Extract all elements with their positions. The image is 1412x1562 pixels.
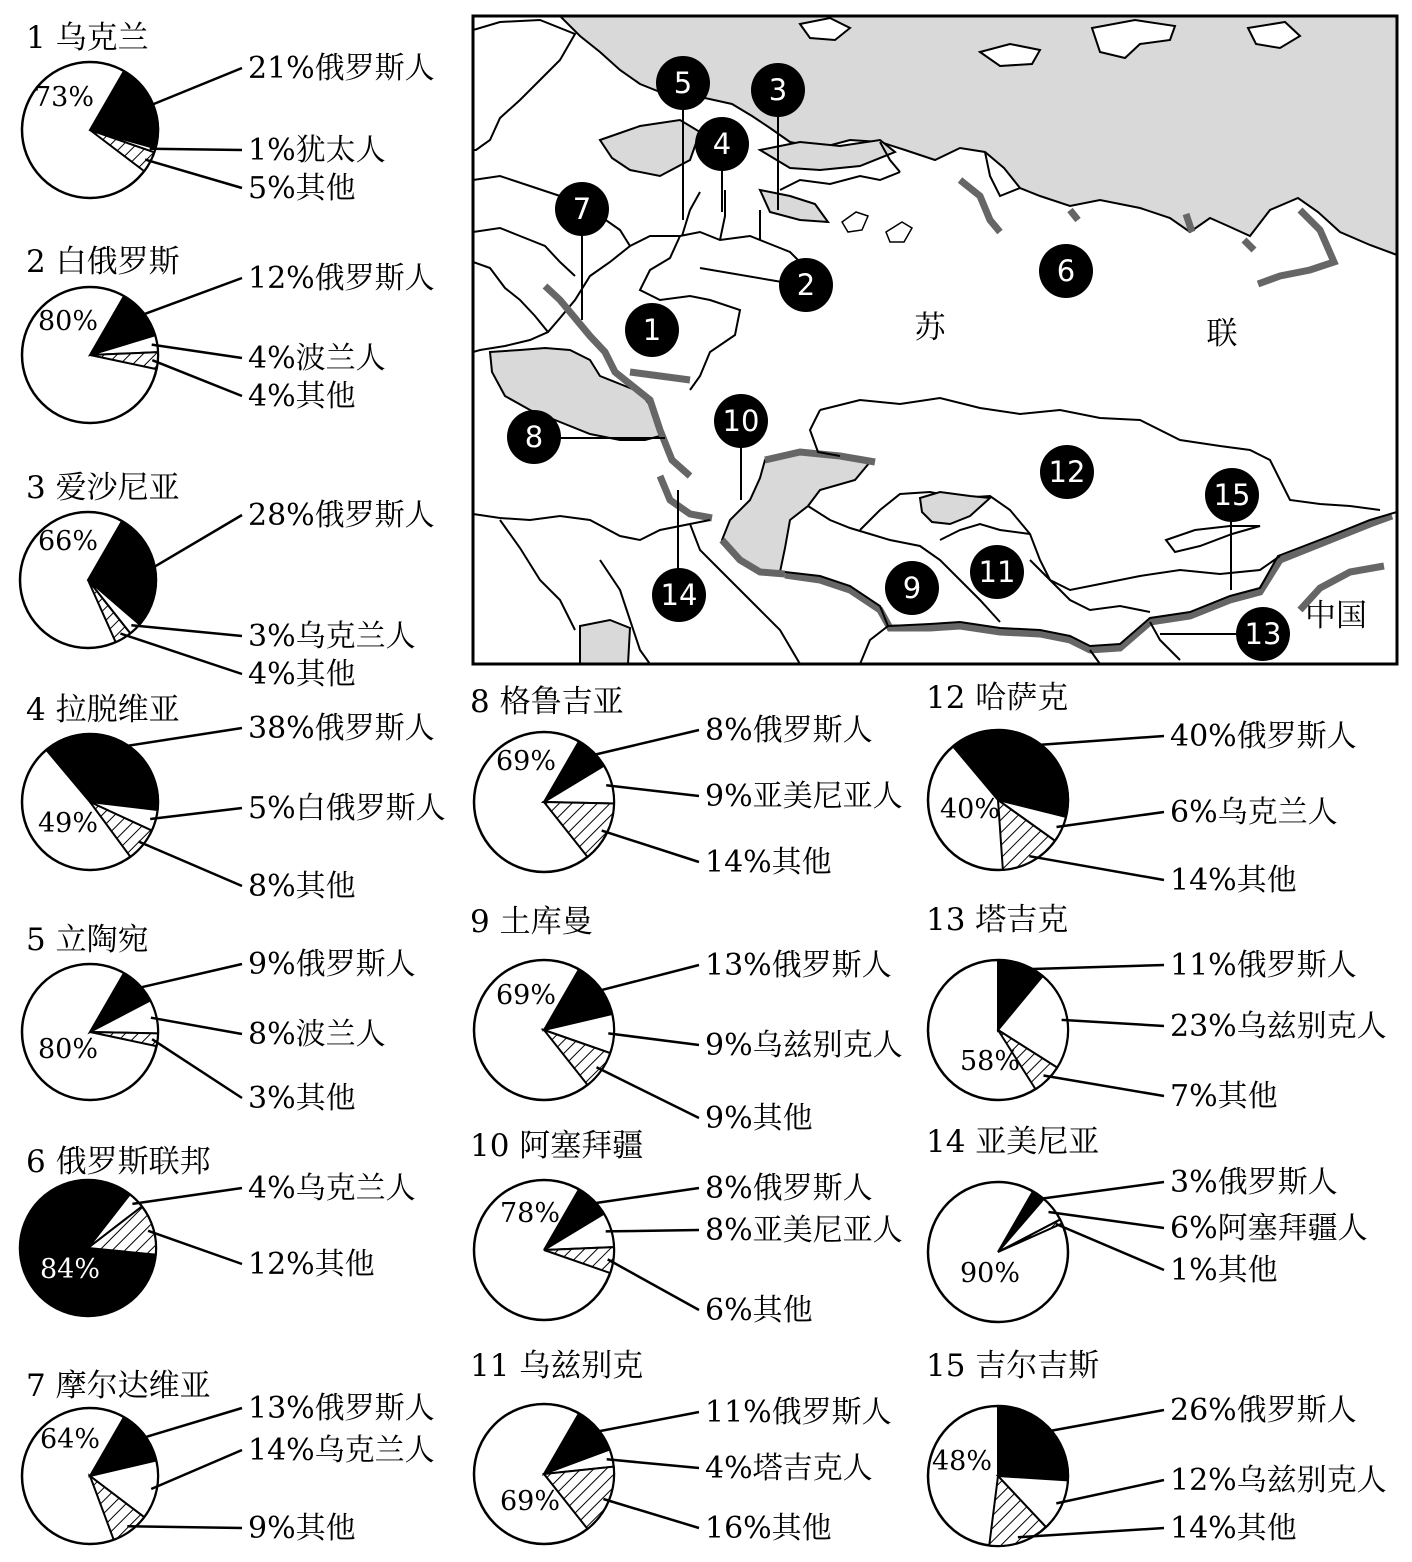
- pie-leader-line: [131, 625, 242, 636]
- pie-leader-line: [1044, 1076, 1165, 1097]
- map-marker-3: [751, 63, 805, 117]
- pie-slice-label: 8%其他: [248, 869, 356, 904]
- map-label-china: 中国: [1305, 598, 1367, 634]
- pie-leader-line: [596, 965, 699, 992]
- pie-leader-line: [152, 345, 242, 358]
- pie-slice-label: 11%俄罗斯人: [705, 1395, 892, 1430]
- svg-text:3: 3: [768, 73, 788, 107]
- pie-chart-7: [22, 1368, 435, 1546]
- pie-leader-line: [132, 1188, 242, 1204]
- pie-leader-line: [127, 1526, 242, 1528]
- pie-leader-line: [1045, 1410, 1164, 1432]
- pie-slice-label: 11%俄罗斯人: [1170, 948, 1357, 983]
- map-marker-10: [714, 394, 768, 448]
- map-label-lian: 联: [1206, 316, 1238, 352]
- pie-leader-line: [151, 1450, 242, 1489]
- pie-slice-label: 8%俄罗斯人: [705, 713, 873, 748]
- map-marker-11: [970, 545, 1024, 599]
- pie-title: 11 乌兹别克: [470, 1348, 644, 1384]
- pie-majority-label: 80%: [37, 1034, 99, 1065]
- pie-leader-line: [150, 149, 242, 150]
- pie-chart-1: [22, 20, 435, 206]
- pie-leader-line: [1062, 1020, 1164, 1026]
- pie-majority-label: 58%: [959, 1046, 1021, 1077]
- pie-slice-label: 5%其他: [248, 171, 356, 206]
- pie-slice-label: 12%其他: [248, 1247, 375, 1282]
- pie-majority-label: 69%: [499, 1486, 561, 1517]
- pie-chart-8: [470, 684, 903, 880]
- pie-slice-label: 9%亚美尼亚人: [705, 779, 903, 814]
- map-label-su: 苏: [914, 310, 946, 346]
- pie-leader-line: [607, 1459, 699, 1468]
- pie-chart-6: [20, 1144, 416, 1316]
- pie-majority-label: 78%: [499, 1198, 561, 1229]
- pie-leader-line: [152, 360, 242, 396]
- svg-text:13: 13: [1244, 617, 1282, 651]
- map-marker-6: [1039, 244, 1093, 298]
- pie-leader-line: [1049, 1212, 1165, 1228]
- pie-chart-12: [926, 680, 1357, 898]
- pie-slice-label: 9%俄罗斯人: [248, 947, 416, 982]
- pie-majority-label: 90%: [959, 1258, 1021, 1289]
- pie-slice-label: 3%其他: [248, 1081, 356, 1116]
- pie-leader-line: [139, 842, 243, 887]
- pie-slice-label: 3%乌克兰人: [248, 619, 416, 654]
- pie-slice-label: 14%其他: [1170, 1511, 1297, 1546]
- pie-title: 4 拉脱维亚: [26, 692, 180, 728]
- pie-slice-label: 4%乌克兰人: [248, 1171, 416, 1206]
- map-marker-14: [652, 568, 706, 622]
- pie-slice-label: 9%其他: [705, 1101, 813, 1136]
- pie-slice-label: 1%犹太人: [248, 133, 386, 168]
- pie-leader-line: [148, 68, 242, 106]
- pie-title: 15 吉尔吉斯: [926, 1348, 1100, 1384]
- pie-slice-label: 12%俄罗斯人: [248, 261, 435, 296]
- svg-text:8: 8: [524, 420, 544, 454]
- pie-slice-label: 8%亚美尼亚人: [705, 1213, 903, 1248]
- pie-chart-5: [22, 922, 416, 1116]
- pie-majority-label: 73%: [33, 82, 95, 113]
- pie-leader-line: [1020, 965, 1164, 969]
- pie-chart-9: [470, 904, 903, 1136]
- svg-text:10: 10: [722, 404, 760, 438]
- pie-slice-label: 12%乌兹别克人: [1170, 1463, 1387, 1498]
- pie-slice-label: 14%其他: [705, 845, 832, 880]
- pie-majority-label: 49%: [37, 808, 99, 839]
- pie-slice-label: 9%其他: [248, 1511, 356, 1546]
- pie-slice-label: 1%其他: [1170, 1253, 1278, 1288]
- svg-text:7: 7: [572, 192, 592, 226]
- pie-majority-label: 40%: [939, 794, 1001, 825]
- map-marker-4: [695, 117, 749, 171]
- pie-chart-3: [20, 470, 435, 692]
- pie-leader-line: [593, 1412, 699, 1432]
- pie-slice-label: 38%俄罗斯人: [248, 711, 435, 746]
- pie-leader-line: [140, 1408, 242, 1439]
- pie-leader-line: [603, 1499, 699, 1528]
- svg-text:5: 5: [673, 66, 693, 100]
- map-marker-15: [1205, 468, 1259, 522]
- pie-title: 2 白俄罗斯: [26, 244, 180, 280]
- svg-text:4: 4: [712, 127, 732, 161]
- map-marker-12: [1040, 445, 1094, 499]
- pie-slice-label: 6%其他: [705, 1293, 813, 1328]
- map-marker-5: [656, 56, 710, 110]
- pie-title: 12 哈萨克: [926, 680, 1069, 716]
- pie-slice-label: 4%塔吉克人: [705, 1451, 873, 1486]
- pie-chart-4: [22, 692, 446, 904]
- pie-leader-line: [1029, 856, 1164, 880]
- map-marker-13: [1236, 607, 1290, 661]
- pie-slice-label: 4%其他: [248, 657, 356, 692]
- pie-slice-label: 14%乌克兰人: [248, 1433, 435, 1468]
- pie-leader-line: [152, 1039, 242, 1098]
- svg-text:14: 14: [660, 578, 698, 612]
- pie-leader-line: [606, 785, 699, 796]
- pie-chart-2: [22, 244, 435, 423]
- pie-leader-line: [1032, 736, 1164, 745]
- pie-title: 14 亚美尼亚: [926, 1124, 1100, 1160]
- svg-text:12: 12: [1048, 455, 1086, 489]
- pie-slice-label: 7%其他: [1170, 1079, 1278, 1114]
- pie-title: 5 立陶宛: [26, 922, 149, 958]
- pie-slice-black: [998, 1406, 1068, 1480]
- pie-leader-line: [1057, 812, 1165, 827]
- pie-slice-label: 9%乌兹别克人: [705, 1028, 903, 1063]
- pie-leader-line: [1056, 1224, 1164, 1270]
- map-marker-7: [555, 182, 609, 236]
- pie-slice-label: 8%波兰人: [248, 1017, 386, 1052]
- pie-leader-line: [150, 808, 242, 819]
- pie-slice-label: 13%俄罗斯人: [248, 1391, 435, 1426]
- pie-leader-line: [148, 1231, 242, 1264]
- pie-title: 13 塔吉克: [926, 902, 1069, 938]
- pie-chart-15: [926, 1348, 1387, 1546]
- pie-chart-11: [470, 1348, 892, 1546]
- pie-leader-line: [597, 1067, 700, 1118]
- pie-slice-label: 21%俄罗斯人: [248, 51, 435, 86]
- pie-chart-10: [470, 1128, 903, 1328]
- pie-leader-line: [145, 160, 242, 188]
- pie-slice-label: 8%俄罗斯人: [705, 1171, 873, 1206]
- pie-slice-label: 6%阿塞拜疆人: [1170, 1211, 1368, 1246]
- pie-leader-line: [150, 515, 242, 570]
- pie-slice-label: 13%俄罗斯人: [705, 948, 892, 983]
- pie-slice-label: 40%俄罗斯人: [1170, 719, 1357, 754]
- pie-leader-line: [151, 1018, 242, 1034]
- pie-slice-label: 26%俄罗斯人: [1170, 1393, 1357, 1428]
- pie-slice-label: 28%俄罗斯人: [248, 498, 435, 533]
- pie-majority-label: 69%: [495, 746, 557, 777]
- pie-slice-label: 6%乌克兰人: [1170, 795, 1338, 830]
- pie-title: 10 阿塞拜疆: [470, 1128, 644, 1164]
- pie-slice-label: 23%乌兹别克人: [1170, 1009, 1387, 1044]
- soviet-union-map: [473, 16, 1397, 664]
- pie-majority-label: 80%: [37, 306, 99, 337]
- pie-leader-line: [602, 831, 699, 862]
- pie-slice-label: 3%俄罗斯人: [1170, 1165, 1338, 1200]
- pie-leader-line: [608, 1033, 699, 1045]
- svg-text:2: 2: [796, 268, 816, 302]
- svg-text:11: 11: [978, 555, 1016, 589]
- pie-leader-line: [139, 278, 242, 316]
- pie-chart-13: [926, 902, 1387, 1114]
- svg-text:6: 6: [1056, 254, 1076, 288]
- pie-leader-line: [120, 728, 242, 747]
- pie-leader-line: [1035, 1182, 1164, 1200]
- pie-leader-line: [589, 730, 699, 756]
- pie-leader-line: [135, 964, 242, 989]
- svg-text:1: 1: [642, 313, 662, 347]
- pie-leader-line: [608, 1259, 699, 1310]
- map-marker-2: [779, 258, 833, 312]
- pie-slice-label: 4%其他: [248, 379, 356, 414]
- pie-title: 9 土库曼: [470, 904, 593, 940]
- map-marker-1: [625, 303, 679, 357]
- pie-majority-label: 84%: [39, 1254, 101, 1285]
- svg-text:15: 15: [1213, 478, 1251, 512]
- pie-majority-label: 66%: [37, 526, 99, 557]
- map-marker-9: [885, 561, 939, 615]
- pie-majority-label: 48%: [931, 1446, 993, 1477]
- pie-majority-label: 69%: [495, 980, 557, 1011]
- pie-leader-line: [589, 1188, 699, 1204]
- pie-slice-label: 5%白俄罗斯人: [248, 791, 446, 826]
- pie-majority-label: 64%: [39, 1424, 101, 1455]
- pie-chart-14: [926, 1124, 1368, 1322]
- red-sea: [580, 620, 630, 664]
- pie-slice-label: 14%其他: [1170, 863, 1297, 898]
- pie-slice-label: 16%其他: [705, 1511, 832, 1546]
- pie-leader-line: [1056, 1480, 1164, 1503]
- pie-title: 8 格鲁吉亚: [470, 684, 624, 720]
- pie-slice-label: 4%波兰人: [248, 341, 386, 376]
- pie-title: 1 乌克兰: [26, 20, 149, 56]
- pie-title: 3 爱沙尼亚: [26, 470, 180, 506]
- svg-text:9: 9: [902, 571, 922, 605]
- pie-title: 6 俄罗斯联邦: [26, 1144, 211, 1180]
- map-marker-8: [507, 410, 561, 464]
- pie-leader-line: [606, 1230, 699, 1231]
- pie-title: 7 摩尔达维亚: [26, 1368, 211, 1404]
- pie-leader-line: [120, 634, 242, 675]
